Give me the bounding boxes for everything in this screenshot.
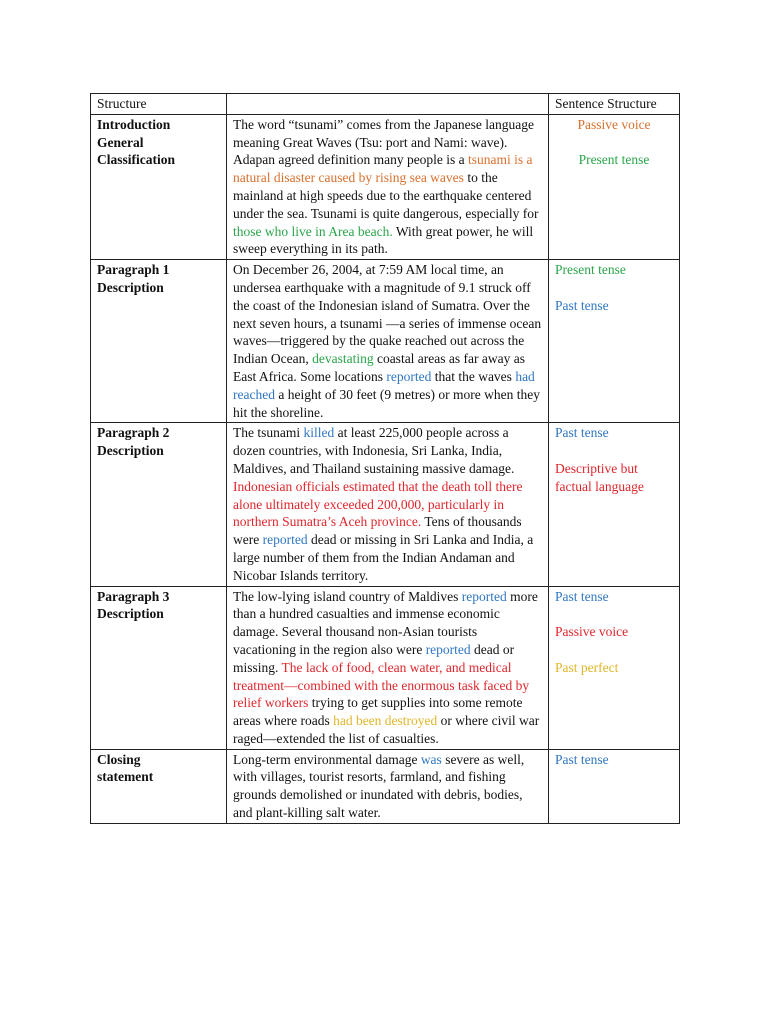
header-structure: Structure — [91, 94, 227, 115]
text-segment-blue: reported — [386, 368, 432, 384]
text-segment: more than a hundred casualties and immense economic damage. Several thousand non-Asian tourists vacationing in the region also were — [233, 588, 538, 657]
text-segment: at least 225,000 people across a dozen countries, with Indonesia, Sri Lanka, India, Maldives, and Thailand sustaining massive damage. — [233, 425, 515, 476]
text-segment: The tsunami — [233, 425, 304, 441]
table-row-paragraph-3 — [91, 586, 680, 749]
row-text — [227, 749, 549, 823]
note-passive-voice: Passive voice — [577, 116, 651, 132]
text-segment: severe as well, with villages, tourist resorts, farmland, and fishing grounds demolished or inundated with debris, bodies, and plant-killing salt water. — [233, 751, 525, 821]
text-segment-green: those who live in Area beach. — [233, 223, 393, 239]
label-line: Introduction — [97, 116, 171, 132]
table-row-paragraph-1 — [91, 260, 680, 423]
note-past-tense: Past tense — [555, 751, 609, 767]
note-present-tense: Present tense — [555, 262, 626, 278]
text-segment-blue: killed — [303, 425, 335, 441]
note-past-tense: Past tense — [555, 425, 609, 441]
text-segment: The low-lying island country of Maldives — [233, 588, 462, 604]
text-segment-orange: tsunami is a natural disaster caused by rising sea waves — [233, 152, 533, 186]
text-segment: a height of 30 feet (9 metres) or more when they hit the shoreline. — [233, 386, 540, 420]
row-text — [227, 586, 549, 749]
row-text — [227, 423, 549, 586]
text-segment: dead or missing. — [233, 641, 515, 675]
text-segment: On December 26, 2004, at 7:59 AM local time, an undersea earthquake with a magnitude of 9.1 struck off the coast of the Indonesian island of Sumatra. Over the next seven hours, a tsunami —a series of immense ocean waves—triggered by the quake reached out across the Indian Ocean, — [233, 262, 542, 367]
label-line: Paragraph 2 — [97, 425, 170, 441]
note-past-perfect: Past perfect — [555, 659, 619, 675]
note-passive-voice: Passive voice — [555, 624, 629, 640]
structure-table — [90, 93, 680, 824]
text-segment-red: Indonesian officials estimated that the death toll there alone ultimately exceeded 200,000, particularly in northern Sumatra’s Aceh province. — [233, 478, 523, 530]
label-line: Description — [97, 443, 164, 459]
text-segment-blue: was — [420, 751, 442, 767]
table-row-paragraph-2 — [91, 423, 680, 586]
text-segment-yellow: had been destroyed — [333, 713, 438, 729]
text-segment: Long-term environmental damage — [233, 751, 421, 767]
table-header-row — [91, 94, 680, 115]
row-notes — [549, 114, 680, 259]
label-line: Description — [97, 606, 164, 622]
table-row-introduction — [91, 114, 680, 259]
row-text — [227, 260, 549, 423]
row-notes — [549, 260, 680, 423]
row-label — [91, 260, 227, 423]
document-page — [90, 93, 678, 824]
row-label — [91, 586, 227, 749]
row-text — [227, 114, 549, 259]
label-line: Description — [97, 279, 164, 295]
label-line: Paragraph 1 — [97, 262, 170, 278]
note-descriptive-language: Descriptive but factual language — [555, 460, 644, 494]
row-label — [91, 114, 227, 259]
text-segment-green: devastating — [312, 351, 374, 367]
label-line: General — [97, 134, 144, 150]
text-segment-blue: reported — [262, 532, 308, 548]
text-segment: coastal areas as far away as East Africa. Some locations — [233, 351, 525, 384]
text-segment: trying to get supplies into some remote areas where roads — [233, 695, 523, 729]
note-present-tense: Present tense — [578, 152, 650, 168]
text-segment: dead or missing in Sri Lanka and India, a large number of them from the Indian Andaman and Nicobar Islands territory. — [233, 532, 534, 583]
label-line: statement — [97, 769, 154, 785]
header-sentence-structure: Sentence Structure — [549, 94, 680, 115]
text-segment: that the waves — [431, 368, 516, 384]
text-segment: to the mainland at high speeds due to the earthquake centered under the sea. Tsunami is quite dangerous, especially for — [233, 170, 539, 221]
text-segment-red: The lack of food, clean water, and medical treatment—combined with the enormous task faced by relief workers — [233, 659, 530, 711]
row-notes — [549, 423, 680, 586]
text-segment-blue: reported — [425, 641, 471, 657]
text-segment: Tens of thousands were — [233, 514, 522, 548]
text-segment-blue: reported — [461, 588, 507, 604]
label-line: Closing — [97, 751, 141, 767]
row-label — [91, 749, 227, 823]
text-segment: The word “tsunami” comes from the Japanese language meaning Great Waves (Tsu: port and Nami: wave). Adapan agreed definition many people is a — [233, 116, 535, 168]
text-segment-blue: had reached — [233, 368, 535, 402]
note-past-tense: Past tense — [555, 588, 609, 604]
note-past-tense: Past tense — [555, 297, 609, 313]
label-line: Paragraph 3 — [97, 588, 170, 604]
table-row-closing — [91, 749, 680, 823]
row-notes — [549, 586, 680, 749]
row-label — [91, 423, 227, 586]
header-middle — [227, 94, 549, 115]
row-notes — [549, 749, 680, 823]
label-line: Classification — [97, 152, 176, 168]
text-segment: With great power, he will sweep everything in its path. — [233, 223, 534, 257]
text-segment: or where civil war raged—extended the list of casualties. — [233, 713, 540, 746]
